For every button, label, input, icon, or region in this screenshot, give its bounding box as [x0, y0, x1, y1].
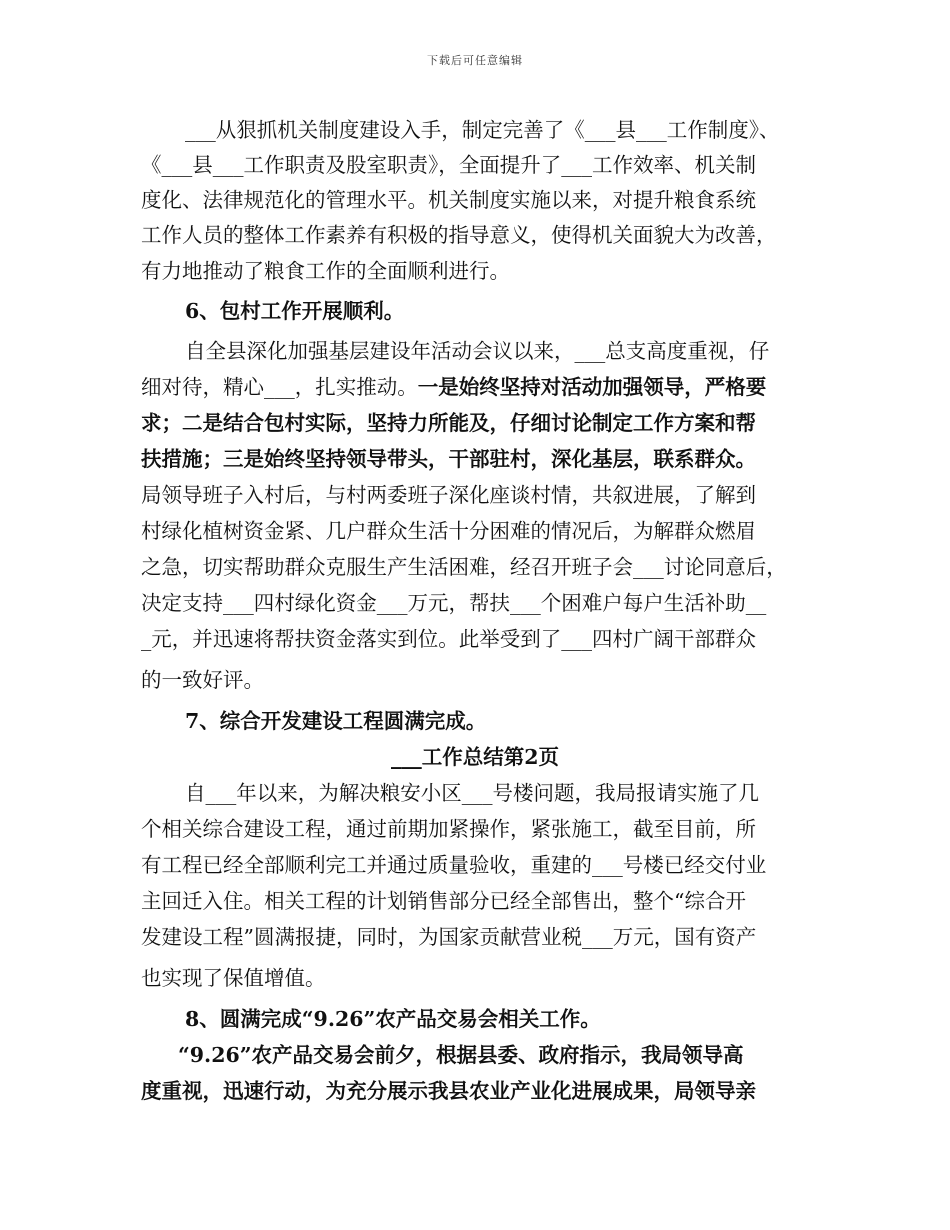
paragraph-line: 的一致好评。: [141, 668, 264, 692]
paragraph-line-mixed: [141, 372, 766, 402]
paragraph-line: 自全县深化加强基层建设年活动会议以来，___总支高度重视，仔: [185, 339, 770, 363]
paragraph-line: 之急，切实帮助群众克服生产生活困难，经召开班子会___讨论同意后，: [141, 555, 787, 579]
paragraph-line: 《___县___工作职责及股室职责》，全面提升了___工作效率、机关制: [141, 153, 756, 177]
page-header: 下载后可任意编辑: [427, 54, 523, 67]
paragraph-text: 细对待，精心___，扎实推动。: [141, 375, 418, 399]
paragraph-line: 有力地推动了粮食工作的全面顺利进行。: [141, 259, 510, 283]
paragraph-line: 自___年以来，为解决粮安小区___号楼问题，我局报请实施了几: [185, 781, 759, 805]
page-marker: ___工作总结第2页: [390, 745, 559, 769]
paragraph-line: 工作人员的整体工作素养有积极的指导意义，使得机关面貌大为改善，: [141, 223, 777, 247]
paragraph-line-bold: 度重视，迅速行动，为充分展示我县农业产业化进展成果，局领导亲: [141, 1079, 756, 1103]
paragraph-line: 村绿化植树资金紧、几户群众生活十分困难的情况后，为解群众燃眉: [141, 519, 756, 543]
paragraph-line: 有工程已经全部顺利完工并通过质量验收，重建的___号楼已经交付业: [141, 853, 767, 877]
paragraph-line: 决定支持___四村绿化资金___万元，帮扶___个困难户每户生活补助__: [141, 591, 767, 615]
paragraph-line-bold: “9.26”农产品交易会前夕，根据县委、政府指示，我局领导高: [178, 1043, 744, 1067]
paragraph-line: 个相关综合建设工程，通过前期加紧操作，紧张施工，截至目前，所: [141, 817, 756, 841]
section-heading-8: 8、圆满完成“9.26”农产品交易会相关工作。: [185, 1007, 601, 1031]
bold-text: 一是始终坚持对活动加强领导，严格要: [417, 375, 767, 399]
paragraph-line-bold: 扶措施；三是始终坚持领导带头，干部驻村，深化基层，联系群众。: [141, 447, 756, 471]
paragraph-line: ___从狠抓机关制度建设入手，制定完善了《___县___工作制度》、: [185, 118, 780, 142]
paragraph-line: 度化、法律规范化的管理水平。机关制度实施以来，对提升粮食系统: [141, 188, 756, 212]
paragraph-line-bold: 求；二是结合包村实际，坚持力所能及，仔细讨论制定工作方案和帮: [141, 411, 756, 435]
section-heading-7: 7、综合开发建设工程圆满完成。: [185, 709, 487, 733]
paragraph-line: 主回迁入住。相关工程的计划销售部分已经全部售出，整个“综合开: [141, 889, 746, 913]
section-heading-6: 6、包村工作开展顺利。: [185, 299, 405, 323]
paragraph-line: 也实现了保值增值。: [141, 966, 326, 990]
paragraph-line: 发建设工程”圆满报捷，同时，为国家贡献营业税___万元，国有资产: [141, 925, 757, 949]
paragraph-line: 局领导班子入村后，与村两委班子深化座谈村情，共叙进展，了解到: [141, 483, 756, 507]
paragraph-line: _元，并迅速将帮扶资金落实到位。此举受到了___四村广阔干部群众: [141, 627, 756, 651]
